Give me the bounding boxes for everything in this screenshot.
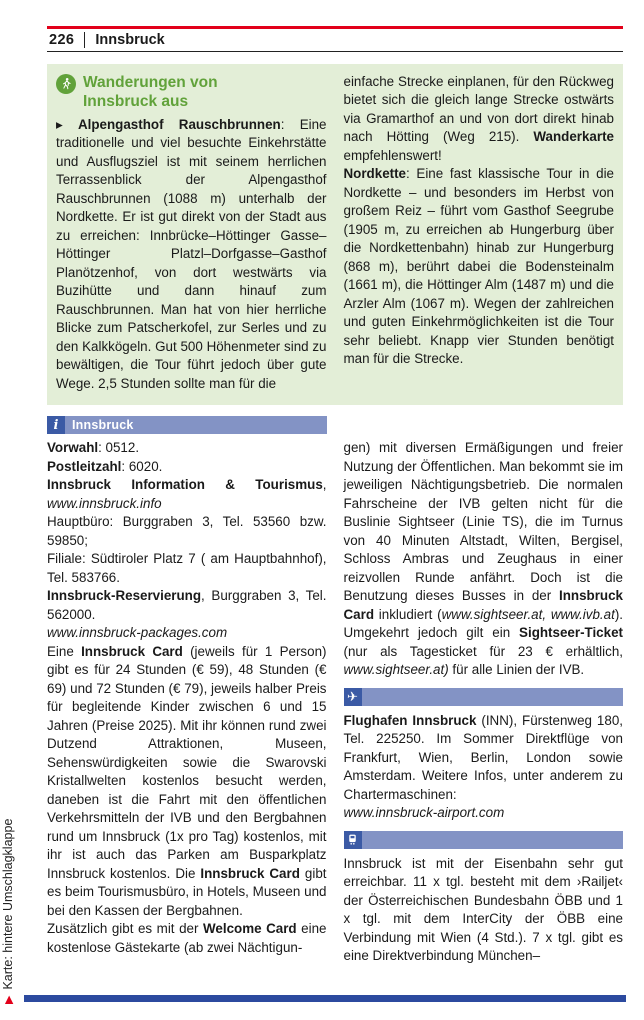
hiking-right-column (344, 73, 615, 394)
card-continuation-paragraph: gen) mit diversen Ermäßigungen und freier Nutzung der Öffentlichen. Man bekommt sie im jeweiligen Nächtigungsbetrieb. Die normalen Fahrscheine der IVB gelten nicht für die Buslinie Sightseer (Linie TS), die im Turnus von 40 Minuten Altstadt, Wilten, Bergisel, Schloss Ambras und Zeughaus in einer reizvollen Runde anfährt. Doch ist die Benutzung dieses Busses in der Innsbruck Card inkludiert (www.sightseer.at, www.ivb.at). Umgekehrt jedoch gilt ein Sightseer-Ticket (nur als Tagesticket für 23 € erhältlich, www.sightseer.at) für alle Linien der IVB. (343, 440, 623, 678)
train-icon (344, 831, 362, 849)
info-bar (47, 416, 327, 434)
airport-bar (344, 688, 624, 706)
margin-note (1, 819, 15, 1004)
triangle-icon: ▶ (3, 995, 15, 1004)
main-office-line: Hauptbüro: Burggraben 3, Tel. 53560 bzw. 59850; (47, 514, 327, 548)
header-rule (47, 51, 623, 52)
chapter-title: Innsbruck (84, 32, 164, 48)
box-title-line1: Wanderungen von (83, 73, 218, 91)
hiking-left-column (56, 73, 327, 394)
phone-line: Vorwahl: 0512. (47, 440, 140, 456)
page-content (47, 26, 623, 966)
airplane-icon: ✈ (344, 688, 362, 706)
margin-note-text: Karte: hintere Umschlagklappe (1, 818, 15, 990)
hike-continuation-paragraph: einfache Strecke einplanen, für den Rückweg bietet sich die gleich lange Strecke ostwärts via Gramarthof an und von dort direkt hinab nach Hötting (Weg 215). Wanderkarte empfehlenswert! (343, 73, 614, 163)
nordkette-paragraph: Nordkette: Eine fast klassische Tour in die Nordkette – und besonders im Herbst von großem Reiz – führt vom Gasthof Seegrube (1905 m, zu erreichen ab Hungerburg über die Nordkettenbahn) hinab zur Hungerburg (868 m), berührt dabei die Bodensteinalm (1661 m), die Höttinger Alm (1487 m) und die Arzler Alm (1067 m). Wegen der zahlreichen und guten Einkehrmöglichkeiten ist die Tour sehr beliebt. Knapp vier Stunden benötigt man für die Strecke. (343, 166, 614, 367)
info-icon: i (47, 416, 65, 434)
branch-office-line: Filiale: Südtiroler Platz 7 ( am Hauptbahnhof), Tel. 583766. (47, 551, 327, 585)
airport-paragraph: Flughafen Innsbruck (INN), Fürstenweg 180, Tel. 225250. Im Sommer Direktflüge von Frankfurt, Wien, Berlin, London sowie Amsterdam. Weitere Infos, unter anderem zu Chartermaschinen: (343, 712, 623, 802)
innsbruck-card-paragraph: Eine Innsbruck Card (jeweils für 1 Person) gibt es für 24 Stunden (€ 59), 48 Stunden (€ 69) und 72 Stunden (€ 79), jeweils halber Preis für begleitende Kinder zwischen 6 und 15 Jahren (Preise 2025). Mit ihr können rund zwei Dutzend Attraktionen, Museen, Sehenswürdigkeiten sowie die Swarovski Kristallwelten kostenlos besucht werden, daneben ist die Fahrt mit den öffentlichen Verkehrsmitteln der IVB und den Bergbahnen rund um Innsbruck (1x pro Tag) kostenlos, mit ihr ist auch das Parken am Busparkplatz Innsbruck kostenlos. Die Innsbruck Card gibt es beim Tourismusbüro, in Hotels, Museen und bei den Kassen der Bergbahnen. (47, 643, 327, 918)
footer-rule (24, 995, 626, 1002)
page-header (47, 29, 623, 51)
box-title-text (83, 73, 218, 111)
airport-url-line: www.innsbruck-airport.com (343, 805, 505, 821)
tourism-office-line: Innsbruck Information & Tourismus, www.innsbruck.info (47, 477, 327, 511)
train-bar (344, 831, 624, 849)
box-title-line2: Innsbruck aus (83, 92, 189, 110)
practical-info (47, 416, 623, 966)
hiking-tip-box (47, 64, 623, 406)
hike-rauschbrunnen-paragraph: ▸ Alpengasthof Rauschbrunnen: Eine traditionelle und viel besuchte Einkehrstätte und Ausflugsziel ist mit seinem herrlichen Terrassenblick der Alpengasthof Rauschbrunnen (1088 m) unterhalb der Nordkette. Er ist gut direkt von der Stadt aus zu erreichen: Innbrücke–Höttinger Gasse–Höttinger Platzl–Dorfgasse–Gasthof Planötzenhof, von dort westwärts via Buzihütte und dann hinauf zum Rauschbrunnen. Man hat von hier herrliche Blicke zum Patscherkofel, zur Serles und zu den Kalkkögeln. Gut 500 Höhenmeter sind zu bewältigen, die Tour führt jedoch über gute Wege. 2,5 Stunden sollte man für die (56, 116, 327, 391)
page-number: 226 (49, 31, 75, 48)
packages-url-line: www.innsbruck-packages.com (47, 625, 228, 641)
info-bar-label: Innsbruck (72, 418, 134, 433)
welcome-card-paragraph: Zusätzlich gibt es mit der Welcome Card eine kostenlose Gästekarte (ab zwei Nächtigun- (47, 921, 327, 955)
reservation-line: Innsbruck-Reservierung, Burggraben 3, Tel. 562000. (47, 588, 327, 622)
box-title (56, 73, 327, 111)
rail-paragraph: Innsbruck ist mit der Eisenbahn sehr gut erreichbar. 11 x tgl. besteht mit dem ›Railjet‹ der Österreichischen Bundesbahn ÖBB und 1 x tgl. mit dem InterCity der ÖBB eine Verbindung mit Wien (4 Std.). 7 x tgl. gibt es eine Direktverbindung München– (343, 855, 623, 964)
postal-line: Postleitzahl: 6020. (47, 458, 163, 474)
hiker-icon (56, 74, 76, 94)
info-right-column (344, 416, 624, 966)
info-left-column (47, 416, 327, 966)
